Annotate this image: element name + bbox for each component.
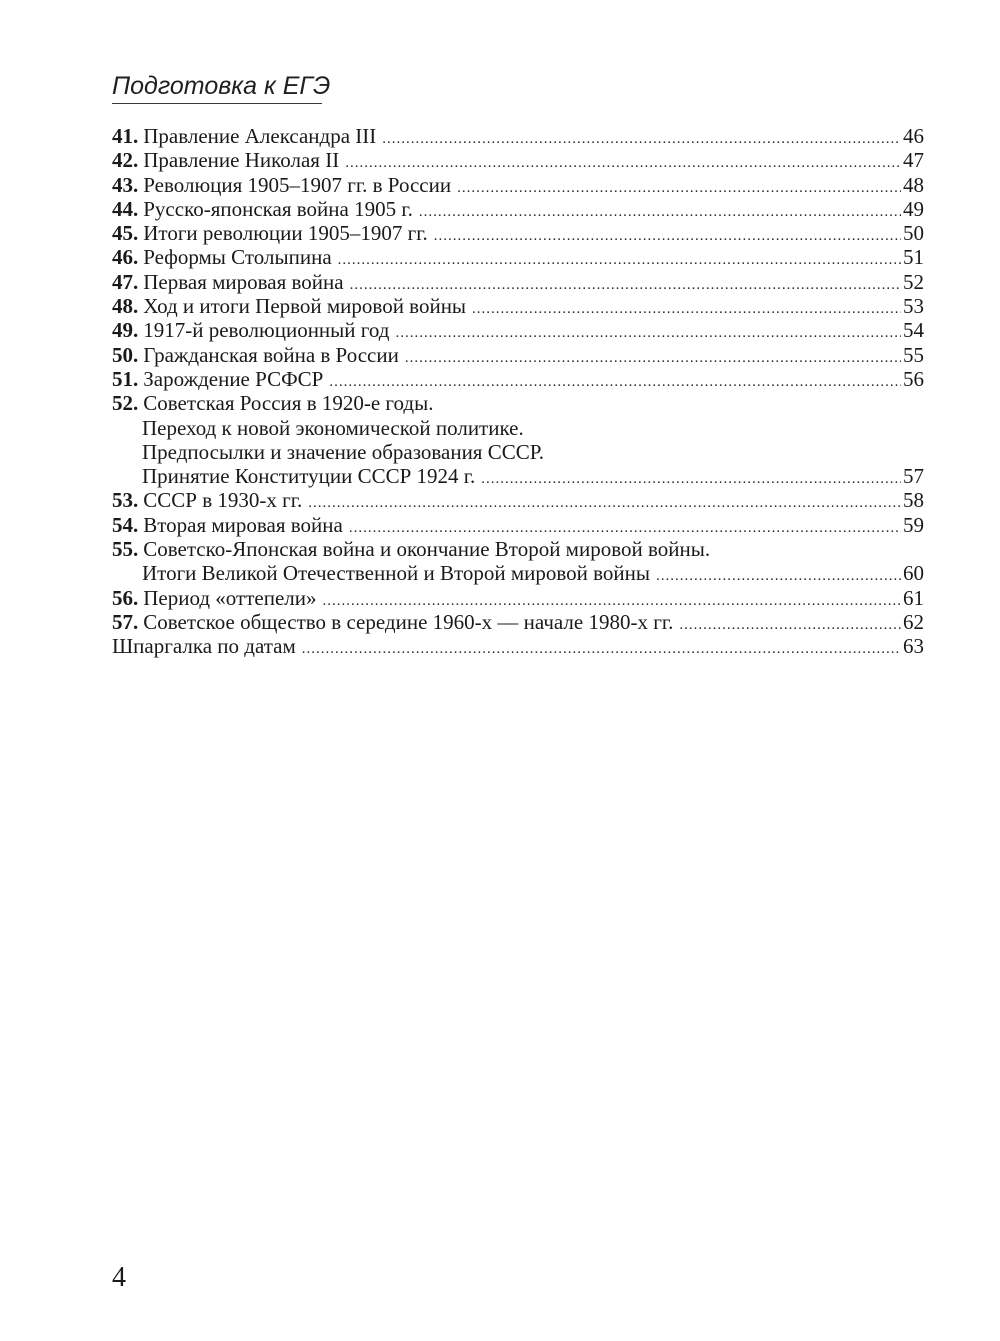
toc-entry-number: 43. xyxy=(112,172,139,197)
toc-entry xyxy=(112,294,924,318)
toc-entry-number: 45. xyxy=(112,221,139,246)
dot-leader xyxy=(656,564,901,588)
toc-entry-title: Первая мировая война xyxy=(143,269,344,294)
toc-entry-title: Шпаргалка по датам xyxy=(112,634,296,659)
toc-entry-title: Русско-японская война 1905 г. xyxy=(143,196,413,221)
toc-entry xyxy=(112,221,924,245)
toc-entry-number: 54. xyxy=(112,512,139,537)
toc-entry-title: Советско-Японская война и окончание Второй мировой войны. xyxy=(143,537,711,562)
toc-entry-page: 60 xyxy=(903,561,924,586)
running-header: Подготовка к ЕГЭ xyxy=(112,70,322,104)
table-of-contents xyxy=(112,124,924,659)
dot-leader xyxy=(395,321,901,345)
toc-entry xyxy=(112,586,924,610)
toc-entry xyxy=(112,367,924,391)
toc-entry xyxy=(112,634,924,658)
dot-leader xyxy=(457,176,901,200)
toc-entry-number: 57. xyxy=(112,609,139,634)
toc-entry-page: 50 xyxy=(903,221,924,246)
toc-entry-title: Революция 1905–1907 гг. в России xyxy=(143,172,452,197)
toc-entry-number: 52. xyxy=(112,391,139,416)
toc-entry-number: 47. xyxy=(112,269,139,294)
toc-entry xyxy=(112,270,924,294)
toc-entry-page: 52 xyxy=(903,269,924,294)
toc-entry xyxy=(112,391,924,415)
page-number: 4 xyxy=(112,1262,126,1293)
toc-entry-number: 41. xyxy=(112,124,139,148)
toc-entry-number: 44. xyxy=(112,196,139,221)
toc-entry-continuation xyxy=(112,440,924,464)
toc-entry-continuation xyxy=(112,464,924,488)
toc-entry-page: 58 xyxy=(903,488,924,513)
toc-entry-page: 46 xyxy=(903,124,924,148)
toc-entry-page: 57 xyxy=(903,464,924,489)
toc-entry-title: Итоги революции 1905–1907 гг. xyxy=(143,221,428,246)
toc-entry-page: 53 xyxy=(903,294,924,319)
toc-entry-number: 49. xyxy=(112,318,139,343)
toc-entry-title: 1917-й революционный год xyxy=(143,318,390,343)
toc-entry xyxy=(112,148,924,172)
toc-entry xyxy=(112,245,924,269)
toc-entry-page: 54 xyxy=(903,318,924,343)
dot-leader xyxy=(308,491,901,515)
toc-entry-title-line: Переход к новой экономической политике. xyxy=(142,415,524,440)
dot-leader xyxy=(382,127,901,151)
dot-leader xyxy=(338,248,901,272)
toc-entry-page: 63 xyxy=(903,634,924,659)
dot-leader xyxy=(679,613,901,637)
toc-entry xyxy=(112,124,924,148)
toc-entry-title: Гражданская война в России xyxy=(143,342,399,367)
toc-entry-title: Советское общество в середине 1960-х — начале 1980-х гг. xyxy=(143,609,674,634)
toc-entry-number: 55. xyxy=(112,537,139,562)
toc-entry-continuation xyxy=(112,561,924,585)
toc-entry-title: Период «оттепели» xyxy=(143,585,317,610)
toc-entry-page: 55 xyxy=(903,342,924,367)
dot-leader xyxy=(302,637,901,661)
toc-entry-number: 46. xyxy=(112,245,139,270)
toc-entry-title: Правление Александра III xyxy=(143,124,377,148)
toc-entry xyxy=(112,513,924,537)
toc-entry-number: 42. xyxy=(112,148,139,173)
toc-entry-page: 49 xyxy=(903,196,924,221)
toc-entry-page: 51 xyxy=(903,245,924,270)
toc-entry-title: Ход и итоги Первой мировой войны xyxy=(143,294,467,319)
toc-entry-title: Вторая мировая война xyxy=(143,512,343,537)
toc-entry-number: 50. xyxy=(112,342,139,367)
dot-leader xyxy=(434,224,901,248)
toc-entry-title: Правление Николая II xyxy=(143,148,340,173)
toc-entry-title-line: Принятие Конституции СССР 1924 г. xyxy=(142,464,476,489)
toc-entry-title-line: Предпосылки и значение образования СССР. xyxy=(142,439,545,464)
toc-entry-number: 53. xyxy=(112,488,139,513)
toc-entry-page: 56 xyxy=(903,366,924,391)
toc-entry-page: 61 xyxy=(903,585,924,610)
toc-entry-page: 48 xyxy=(903,172,924,197)
toc-entry-title: Советская Россия в 1920-е годы. xyxy=(143,391,434,416)
toc-entry xyxy=(112,537,924,561)
toc-entry-continuation xyxy=(112,416,924,440)
toc-entry-number: 51. xyxy=(112,366,139,391)
toc-entry xyxy=(112,343,924,367)
toc-entry xyxy=(112,318,924,342)
dot-leader xyxy=(405,346,901,370)
toc-entry-title: Зарождение РСФСР xyxy=(143,366,324,391)
toc-entry-page: 59 xyxy=(903,512,924,537)
dot-leader xyxy=(481,467,901,491)
toc-entry-page: 47 xyxy=(903,148,924,173)
dot-leader xyxy=(472,297,901,321)
toc-entry-number: 48. xyxy=(112,294,139,319)
dot-leader xyxy=(419,200,901,224)
toc-entry-title: Реформы Столыпина xyxy=(143,245,332,270)
toc-entry xyxy=(112,488,924,512)
toc-entry-number: 56. xyxy=(112,585,139,610)
toc-entry-title: СССР в 1930-х гг. xyxy=(143,488,303,513)
toc-entry xyxy=(112,610,924,634)
toc-entry xyxy=(112,197,924,221)
toc-entry-title-line: Итоги Великой Отечественной и Второй мировой войны xyxy=(142,561,650,586)
toc-entry xyxy=(112,173,924,197)
toc-entry-page: 62 xyxy=(903,609,924,634)
